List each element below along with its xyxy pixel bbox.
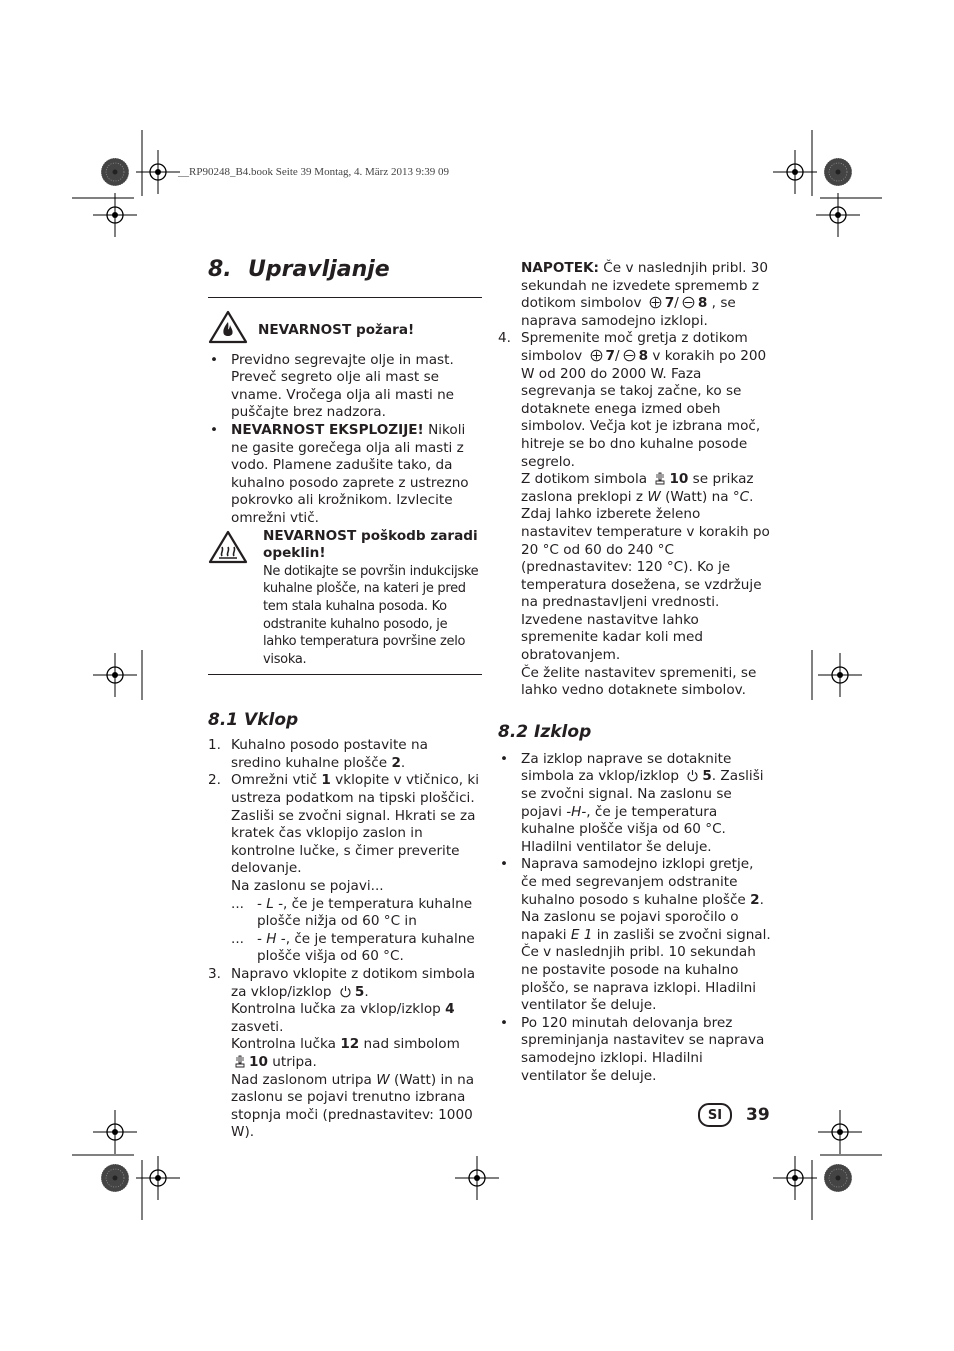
vklop-step-3: 3. Napravo vklopite z dotikom simbola za vklop/izklop 5. Kontrolna lučka za vklop/izklop 4 zasveti. Kontrolna lučka 12 nad simbolom 10 utripa. Nad zaslonom utripa W (Watt) in na zaslonu se pojavi trenutno izbrana stopnja moči (prednastavitev: 1000 W). [208, 966, 482, 1142]
minus-icon [682, 296, 695, 309]
display-case-high: ... - H -, če je temperatura kuhalne plošče višja od 60 °C. [231, 930, 475, 965]
change-settings-note: Izvedene nastavitve lahko spremenite kadar koli med obratovanjem. [521, 611, 704, 664]
vklop-step-1: 1. Kuhalno posodo postavite na sredino kuhalne plošče 2. [208, 737, 428, 771]
print-header-line: __RP90248_B4.book Seite 39 Montag, 4. März 2013 9:39 09 [178, 166, 450, 178]
temperature-mode-note: Z dotikom simbola 10 se prikaz zaslona preklopi z W (Watt) na °C. Zdaj lahko izberete želeno nastavitev temperature v korakih po 20 °C od 60 do 240 °C (prednastavitev: 120 °C). Ko je temperatura dosežena, se vzdržuje na prednastavljeni vrednosti. [521, 471, 770, 611]
izklop-bullet-power-off: • Za izklop naprave se dotaknite simbola za vklop/izklop 5. Zasliši se zvočni signal. Na zaslonu se pojavi -H-, če je temperatura kuhalne plošče višja od 60 °C. Hladilni ventilator še deluje. [498, 751, 772, 857]
izklop-bullet-timeout: • Po 120 minutah delovanja brez spreminjanja nastavitev se naprava samodejno izklopi. Hladilni ventilator še deluje. [498, 1015, 772, 1085]
vklop-step-4: 4. Spremenite moč gretja z dotikom simbolov 7/ 8 v korakih po 200 W od 200 do 2000 W. Faza segrevanja se takoj začne, ko se dotaknete enega izmed obeh simbolov. Večja kot je izbrana moč, hitreje se bo dno kuhalne posode segrelo. Z dotikom simbola 10 se prikaz zaslona preklopi z W (Watt) na °C. Zdaj lahko izberete želeno nastavitev temperature v korakih po 20 °C od 60 do 240 °C (prednastavitev: 120 °C). Ko je temperatura dosežena, se vzdržuje na prednastavljeni vrednosti. Izvedene nastavitve lahko spremenite kadar koli med obratovanjem. Če želite nastavitev spremeniti, se lahko vedno dotaknete simbolov. [498, 330, 772, 699]
subsection-izklop-title: 8.2 Izklop [498, 721, 592, 742]
warning-bullet-oil: • Previdno segrevajte olje in mast. Preveč segreto olje ali mast se vname. Vročega olja ali masti ne puščajte brez nadzora. [208, 352, 482, 422]
lamp-12-note: Kontrolna lučka 12 nad simbolom 10 utripa. [231, 1036, 460, 1070]
page-number: 39 [746, 1105, 770, 1125]
section-heading [208, 255, 482, 285]
warning-bullet-explosion: • NEVARNOST EKSPLOZIJE! Nikoli ne gasite gorečega olja ali masti z vodo. Plamene zadušite tako, da kuhalno posodo zaprete z ustrezno pokrovko ali krožnikom. Izvlecite omrežni vtič. [208, 422, 482, 528]
power-icon [339, 985, 352, 998]
burn-warning-title: NEVARNOST poškodb zaradi opeklin! [263, 527, 478, 562]
display-case-low: ... - L -, če je temperatura kuhalne plošče nižja od 60 °C in [231, 895, 473, 930]
thermometer-icon [654, 472, 666, 485]
minus-icon [623, 349, 636, 362]
left-column [208, 255, 482, 1142]
plus-icon [649, 296, 662, 309]
power-lamp-note: Kontrolna lučka za vklop/izklop 4 zasveti. [231, 1001, 455, 1035]
izklop-bullets [498, 751, 772, 1085]
subsection-vklop-title: 8.1 Vklop [208, 710, 299, 731]
language-badge: SI [698, 1103, 732, 1127]
burn-warning-text: Ne dotikajte se površin indukcijske kuhalne plošče, na kateri je pred tem stala kuhalna posoda. Ko odstranite kuhalno posodo, je lahko temperatura površine zelo visoka. [263, 563, 479, 667]
warning-bullets [208, 352, 482, 528]
right-column [498, 260, 772, 1085]
note-label: NAPOTEK: [521, 260, 599, 276]
hot-surface-warning-icon [208, 528, 263, 669]
vklop-steps-continued [498, 330, 772, 699]
burn-warning [208, 528, 482, 669]
fire-warning-icon [208, 308, 258, 350]
section-title: Upravljanje [248, 257, 390, 282]
power-icon [686, 769, 699, 782]
thermometer-icon [234, 1055, 246, 1068]
fire-warning-title: NEVARNOST požara! [258, 322, 415, 338]
izklop-bullet-auto-off: • Naprava samodejno izklopi gretje, če med segrevanjem odstranite kuhalno posodo s kuhalne plošče 2. Na zaslonu se pojavi sporočilo o napaki E 1 in zasliši se zvočni signal. Če v naslednjih pribl. 10 sekundah ne postavite posode na kuhalno ploščo, se naprava izklopi. Hladilni ventilator še deluje. [498, 856, 772, 1014]
vklop-step-2: 2. Omrežni vtič 1 vklopite v vtičnico, ki ustreza podatkom na tipski ploščici. Zasliši se zvočni signal. Hkrati se za kratek čas vklopijo zaslon in kontrolne lučke, s čimer preverite delovanje. Na zaslonu se pojavi... ... - L -, če je temperatura kuhalne plošče nižja od 60 °C in ... - H -, če je temperatura kuhalne plošče višja od 60 °C. [208, 772, 482, 966]
vklop-steps [208, 737, 482, 1142]
note-block: NAPOTEK: Če v naslednjih pribl. 30 sekundah ne izvedete sprememb z dotikom simbolov 7/ 8 , se naprava samodejno izklopi. [521, 260, 769, 329]
fire-warning [208, 308, 482, 350]
power-display-note: Nad zaslonom utripa W (Watt) in na zaslonu se pojavi trenutno izbrana stopnja moči (prednastavitev: 1000 W). [231, 1071, 475, 1141]
touch-symbols-note: Če želite nastavitev spremeniti, se lahko vedno dotaknete simbolov. [521, 664, 757, 699]
warning-box-bottom-rule [208, 674, 482, 675]
display-intro: Na zaslonu se pojavi... [231, 878, 384, 895]
plus-icon [590, 349, 603, 362]
warning-box-top-rule [208, 297, 482, 298]
page-footer [698, 1103, 770, 1127]
section-number: 8. [208, 257, 232, 282]
